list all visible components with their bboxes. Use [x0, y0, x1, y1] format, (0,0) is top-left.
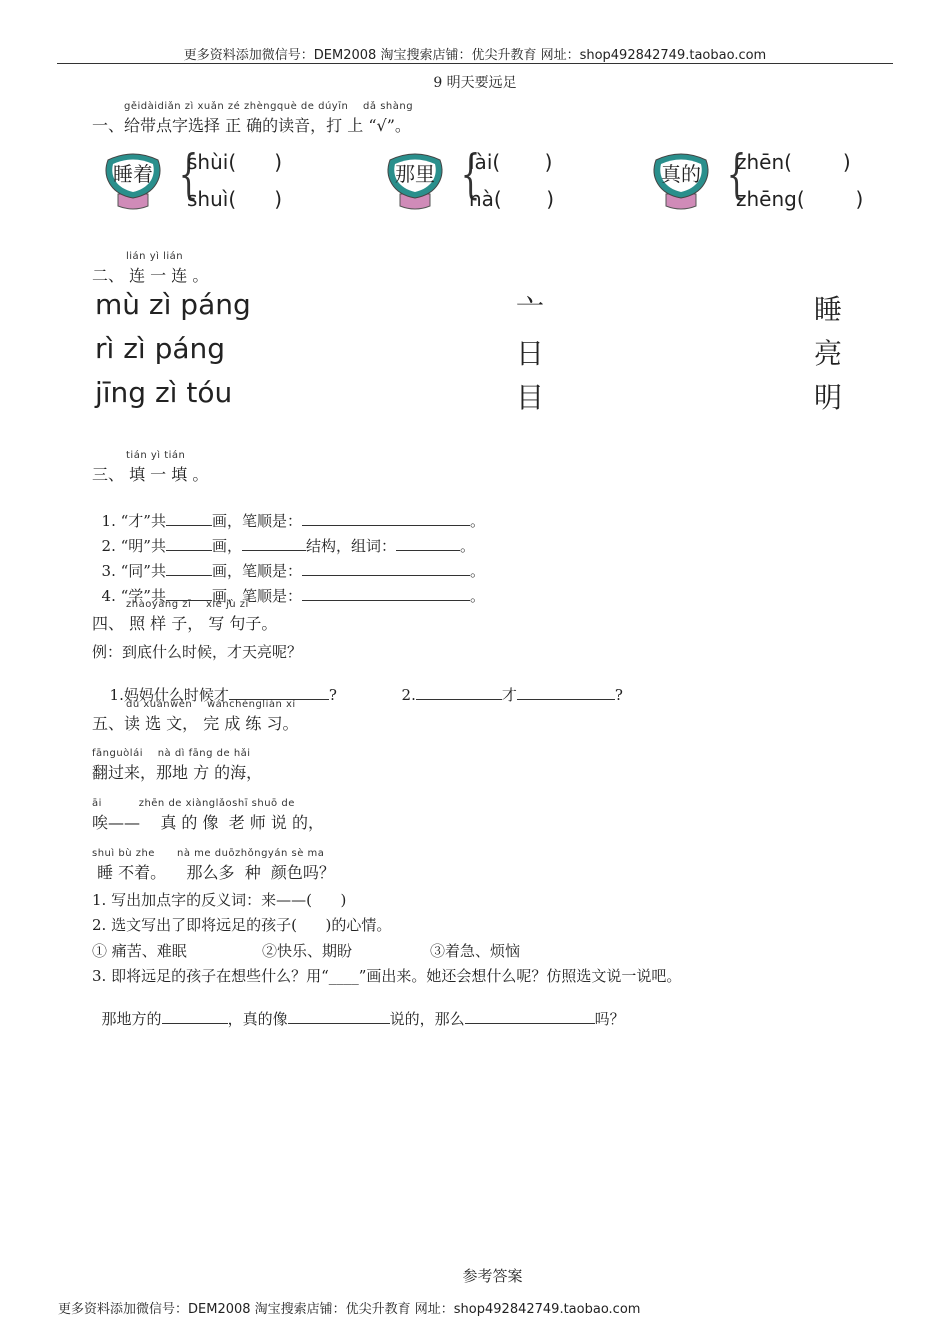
poem-line-3: 睡 不着。 那么多 种 颜色吗？ [92, 863, 335, 882]
sentence-2-end: ? [614, 686, 623, 704]
brace-3: { [726, 145, 747, 205]
fan-card-2 [382, 146, 448, 216]
fan1-option-1: shùi( ) [187, 150, 283, 174]
reading-question-1: 1. 写出加点字的反义词：来——( ) [92, 891, 347, 909]
imitation-fill-a: 那地方的 [101, 1010, 162, 1028]
imitation-blank-1[interactable] [162, 1009, 228, 1024]
poem-line-2: 唉—— 真 的 像 老 师 说 的， [92, 813, 324, 832]
imitation-fill-c: 说的，那么 [389, 1010, 465, 1028]
choice-3[interactable]: ③着急、烦恼 [430, 942, 521, 960]
fill-item-1-end: 。 [469, 512, 485, 530]
section3-question: 三、 填 一 填 。 [92, 465, 209, 484]
sentence-1-prefix: 1.妈妈什么时候才 [109, 686, 229, 704]
fan-word-3: 真的 [661, 162, 701, 186]
fan2-option-1: lài( ) [469, 150, 553, 174]
fan1-option-2: shuì( ) [187, 187, 283, 211]
fill-item-2-prefix: 2. “明”共 [101, 537, 166, 555]
fan-word-2: 那里 [395, 162, 435, 186]
fill-item-1-mid: 画，笔顺是： [211, 512, 302, 530]
brace-1: { [178, 145, 199, 205]
section1-question: 一、给带点字选择 正 确的读音，打 上 “√”。 [92, 116, 411, 135]
match-left-1[interactable]: mù zì páng [95, 288, 251, 321]
imitation-blank-3[interactable] [465, 1009, 595, 1024]
match-right-2[interactable]: 亮 [814, 337, 843, 370]
sentence-1-blank[interactable] [229, 685, 329, 700]
fill-item-2-mid: 画， [211, 537, 242, 555]
lesson-title: 9 明天要远足 [433, 75, 517, 91]
match-middle-3[interactable]: 目 [516, 381, 545, 414]
answer-label: 参考答案 [462, 1267, 523, 1285]
poem-line-2-pinyin: āi zhēn de xiànglǎoshī shuō de [92, 798, 295, 809]
match-right-3[interactable]: 明 [814, 381, 843, 414]
poem-line-3-pinyin: shuì bù zhe nà me duōzhǒngyán sè ma [92, 848, 325, 859]
header-divider [57, 63, 893, 64]
sentence-2-mid: 才 [501, 686, 517, 704]
fan3-option-1: zhēn( ) [736, 150, 851, 174]
reading-question-2: 2. 选文写出了即将远足的孩子( )的心情。 [92, 916, 392, 934]
sentence-2-prefix: 2. [401, 686, 416, 704]
fan-word-1: 睡着 [113, 162, 153, 186]
fill-item-4-end: 。 [469, 587, 485, 605]
match-left-2[interactable]: rì zì páng [95, 332, 226, 365]
fan2-option-2: nà( ) [469, 187, 555, 211]
stroke-order-blank-4[interactable] [302, 586, 470, 601]
imitation-fill-b: ，真的像 [227, 1010, 288, 1028]
fill-item-3-prefix: 3. “同”共 [101, 562, 166, 580]
fill-item-4-prefix: 4. “学”共 [101, 587, 166, 605]
page-header: 更多资料添加微信号：DEM2008 淘宝搜索店铺：优尖升教育 网址：shop492842749.taobao.com [183, 48, 767, 63]
sentence-exercise-2 [392, 666, 623, 705]
section2-pinyin: lián yì lián [126, 251, 184, 262]
section4-pinyin: zhàoyàng zī xiě jù zǐ [126, 599, 249, 610]
match-middle-1[interactable]: 亠 [516, 293, 545, 326]
fill-item-1-prefix: 1. “才”共 [101, 512, 166, 530]
fill-item-2-end: 。 [460, 537, 476, 555]
match-right-1[interactable]: 睡 [814, 293, 843, 326]
match-left-3[interactable]: jīng zì tóu [95, 376, 233, 409]
imitation-fill-end: 吗？ [594, 1010, 625, 1028]
section3-pinyin: tián yì tián [126, 450, 186, 461]
section1-pinyin: gěidàidiǎn zì xuǎn zé zhèngquè de dúyīn dǎ shàng [124, 101, 414, 112]
fill-item-3-end: 。 [469, 562, 485, 580]
section5-pinyin: dú xuǎnwén wánchéngliàn xí [126, 699, 296, 710]
section5-question: 五、读 选 文， 完 成 练 习。 [92, 714, 299, 733]
match-middle-2[interactable]: 日 [516, 337, 545, 370]
imitation-blank-2[interactable] [288, 1009, 390, 1024]
fan3-option-2: zhēng( ) [736, 187, 864, 211]
fill-item-4-mid: 画，笔顺是： [211, 587, 302, 605]
section2-question: 二、 连 一 连 。 [92, 266, 209, 285]
sentence-2-blank-b[interactable] [517, 685, 615, 700]
imitation-fill [92, 990, 625, 1029]
section4-question: 四、 照 样 子， 写 句子。 [92, 614, 278, 633]
poem-line-1-pinyin: fānguòlái nà dì fāng de hǎi [92, 748, 251, 759]
reading-question-3: 3. 即将远足的孩子在想些什么？用“____”画出来。她还会想什么呢？仿照选文说一说吧。 [92, 967, 682, 985]
fan-card-3 [648, 146, 714, 216]
sentence-2-blank-a[interactable] [416, 685, 502, 700]
example-sentence: 例：到底什么时候，才天亮呢？ [92, 643, 303, 661]
poem-line-1: 翻过来，那地 方 的海， [92, 763, 263, 782]
fan-card-1 [100, 146, 166, 216]
choice-2[interactable]: ②快乐、期盼 [262, 942, 353, 960]
choice-1[interactable]: ① 痛苦、难眠 [92, 942, 187, 960]
brace-2: { [460, 145, 481, 205]
fill-item-2-mid2: 结构，组词： [305, 537, 396, 555]
sentence-1-end: ? [328, 686, 337, 704]
fill-item-3-mid: 画，笔顺是： [211, 562, 302, 580]
page-footer: 更多资料添加微信号：DEM2008 淘宝搜索店铺：优尖升教育 网址：shop492842749.taobao.com [58, 1302, 641, 1317]
